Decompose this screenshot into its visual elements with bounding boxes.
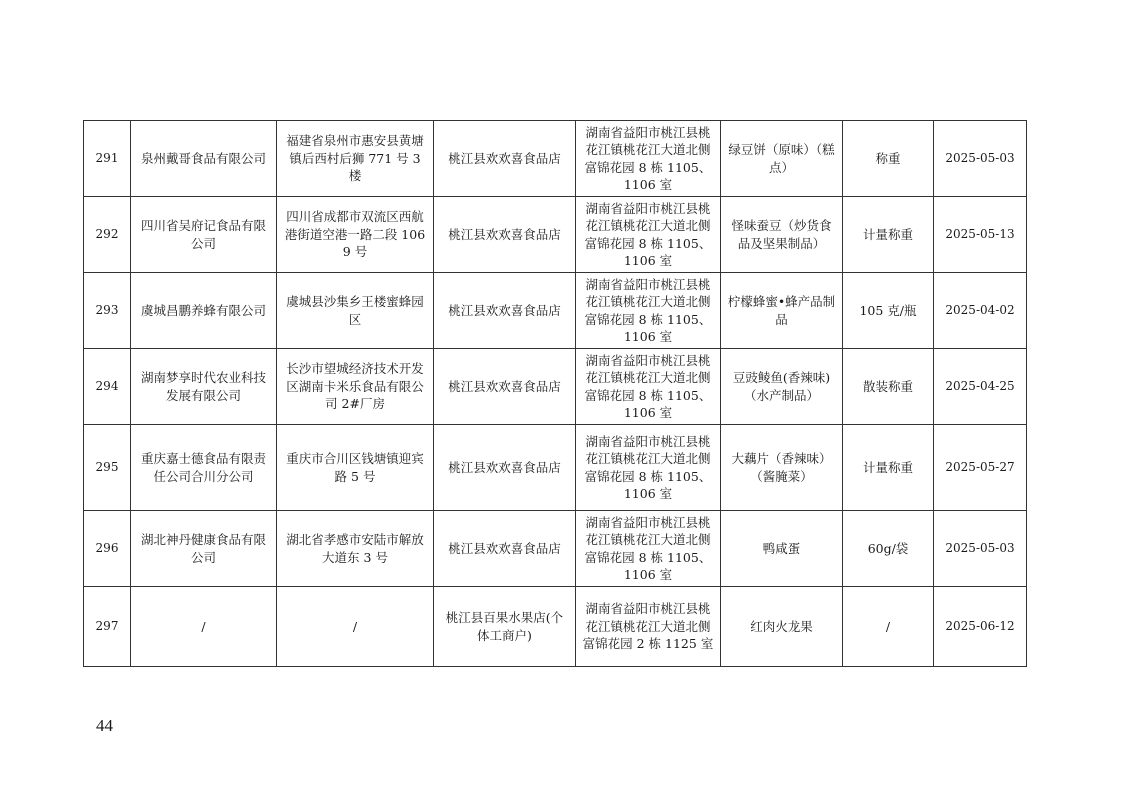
producer-address: 四川省成都市双流区西航港街道空港一路二段 1069 号 <box>277 197 434 273</box>
producer-address: 虞城县沙集乡王楼蜜蜂园区 <box>277 273 434 349</box>
product-name: 红肉火龙果 <box>721 587 843 667</box>
row-number: 292 <box>84 197 131 273</box>
producer-name: 虞城昌鹏养蜂有限公司 <box>131 273 277 349</box>
seller-name: 桃江县欢欢喜食品店 <box>434 349 576 425</box>
table-row <box>84 425 1027 511</box>
producer-name: 湖北神丹健康食品有限公司 <box>131 511 277 587</box>
producer-address: 湖北省孝感市安陆市解放大道东 3 号 <box>277 511 434 587</box>
row-number: 294 <box>84 349 131 425</box>
product-name: 怪味蚕豆（炒货食品及坚果制品） <box>721 197 843 273</box>
table-row <box>84 587 1027 667</box>
table-row <box>84 273 1027 349</box>
seller-name: 桃江县欢欢喜食品店 <box>434 511 576 587</box>
row-number: 291 <box>84 121 131 197</box>
producer-name: / <box>131 587 277 667</box>
seller-address: 湖南省益阳市桃江县桃花江镇桃花江大道北侧富锦花园 8 栋 1105、1106 室 <box>576 197 721 273</box>
product-spec: 105 克/瓶 <box>843 273 934 349</box>
product-name: 鸭咸蛋 <box>721 511 843 587</box>
seller-name: 桃江县百果水果店(个体工商户) <box>434 587 576 667</box>
table-row <box>84 511 1027 587</box>
table-row <box>84 197 1027 273</box>
producer-name: 泉州戴哥食品有限公司 <box>131 121 277 197</box>
production-date: 2025-06-12 <box>934 587 1027 667</box>
page-number: 44 <box>96 716 113 735</box>
product-spec: 计量称重 <box>843 197 934 273</box>
seller-address: 湖南省益阳市桃江县桃花江镇桃花江大道北侧富锦花园 8 栋 1105、1106 室 <box>576 349 721 425</box>
producer-address: 重庆市合川区钱塘镇迎宾路 5 号 <box>277 425 434 511</box>
row-number: 293 <box>84 273 131 349</box>
table-row <box>84 121 1027 197</box>
production-date: 2025-05-03 <box>934 121 1027 197</box>
product-name: 绿豆饼（原味）（糕点） <box>721 121 843 197</box>
product-name: 大藕片（香辣味）（酱腌菜） <box>721 425 843 511</box>
product-spec: 称重 <box>843 121 934 197</box>
product-name: 豆豉鲮鱼(香辣味)（水产制品） <box>721 349 843 425</box>
seller-name: 桃江县欢欢喜食品店 <box>434 425 576 511</box>
seller-address: 湖南省益阳市桃江县桃花江镇桃花江大道北侧富锦花园 8 栋 1105、1106 室 <box>576 273 721 349</box>
row-number: 295 <box>84 425 131 511</box>
production-date: 2025-04-02 <box>934 273 1027 349</box>
product-name: 柠檬蜂蜜•蜂产品制品 <box>721 273 843 349</box>
producer-name: 湖南梦享时代农业科技发展有限公司 <box>131 349 277 425</box>
seller-address: 湖南省益阳市桃江县桃花江镇桃花江大道北侧富锦花园 2 栋 1125 室 <box>576 587 721 667</box>
seller-address: 湖南省益阳市桃江县桃花江镇桃花江大道北侧富锦花园 8 栋 1105、1106 室 <box>576 511 721 587</box>
producer-name: 重庆嘉士德食品有限责任公司合川分公司 <box>131 425 277 511</box>
producer-name: 四川省吴府记食品有限公司 <box>131 197 277 273</box>
production-date: 2025-05-27 <box>934 425 1027 511</box>
seller-name: 桃江县欢欢喜食品店 <box>434 197 576 273</box>
table-row <box>84 349 1027 425</box>
seller-address: 湖南省益阳市桃江县桃花江镇桃花江大道北侧富锦花园 8 栋 1105、1106 室 <box>576 121 721 197</box>
product-spec: 计量称重 <box>843 425 934 511</box>
row-number: 297 <box>84 587 131 667</box>
production-date: 2025-04-25 <box>934 349 1027 425</box>
row-number: 296 <box>84 511 131 587</box>
producer-address: 长沙市望城经济技术开发区湖南卡米乐食品有限公司 2#厂房 <box>277 349 434 425</box>
inspection-table <box>83 120 1027 667</box>
seller-name: 桃江县欢欢喜食品店 <box>434 121 576 197</box>
producer-address: 福建省泉州市惠安县黄塘镇后西村后狮 771 号 3 楼 <box>277 121 434 197</box>
seller-address: 湖南省益阳市桃江县桃花江镇桃花江大道北侧富锦花园 8 栋 1105、1106 室 <box>576 425 721 511</box>
product-spec: 60g/袋 <box>843 511 934 587</box>
seller-name: 桃江县欢欢喜食品店 <box>434 273 576 349</box>
product-spec: / <box>843 587 934 667</box>
product-spec: 散装称重 <box>843 349 934 425</box>
production-date: 2025-05-13 <box>934 197 1027 273</box>
producer-address: / <box>277 587 434 667</box>
production-date: 2025-05-03 <box>934 511 1027 587</box>
